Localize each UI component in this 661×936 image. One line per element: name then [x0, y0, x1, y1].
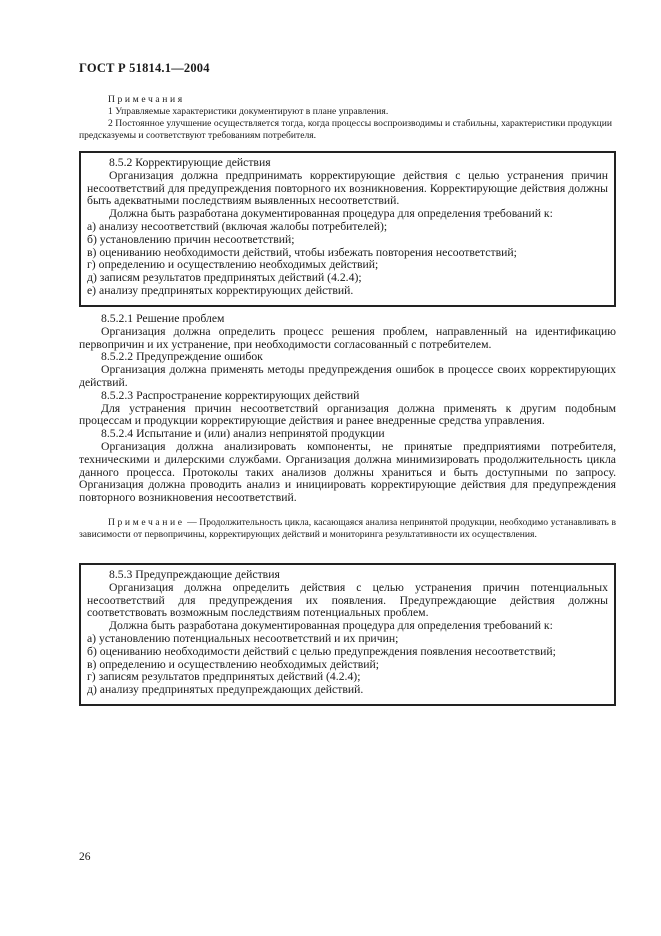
corrective-actions-box	[79, 151, 616, 307]
list-item: е) анализу предпринятых корректирующих действий.	[87, 283, 354, 297]
section-heading: 8.5.3 Предупреждающие действия	[109, 568, 280, 581]
note-label: Примечание	[108, 517, 185, 528]
list-item: б) установлению причин несоответствий;	[87, 232, 295, 246]
paragraph: Должна быть разработана документированная процедура для определения требований к:	[109, 207, 553, 221]
paragraph: Должна быть разработана документированная процедура для определения требований к:	[109, 619, 553, 633]
subsection-heading: 8.5.2.3 Распространение корректирующих действий	[101, 388, 360, 402]
list-item: в) определению и осуществлению необходимых действий;	[87, 657, 379, 671]
paragraph: Организация должна применять методы предупреждения ошибок в процессе своих корректирующих действий.	[79, 363, 616, 389]
paragraph: Для устранения причин несоответствий организация должна применять к другим подобным процессам и продукции корректирующие действия и ранее внедренные средства управления.	[79, 401, 616, 428]
note-text: — Продолжительность цикла, касающаяся анализа непринятой продукции, необходимо устанавливать в зависимости от первопричины, корректирующих действий и мониторинга результативности их осуществления.	[79, 517, 616, 540]
subsection-heading: 8.5.2.4 Испытание и (или) анализ непринятой продукции	[101, 427, 385, 441]
paragraph: Организация должна определить процесс решения проблем, направленный на идентификацию первопричин и их устранение, при необходимости согласованный с потребителем.	[79, 324, 616, 351]
list-item: г) записям результатов предпринятых действий (4.2.4);	[87, 670, 361, 684]
list-item: в) оцениванию необходимости действий, чтобы избежать повторения несоответствий;	[87, 245, 517, 259]
section-heading: 8.5.2 Корректирующие действия	[109, 156, 271, 169]
preventive-actions-box	[79, 563, 616, 706]
subsections	[79, 313, 616, 505]
paragraph: Организация должна анализировать компоненты, не принятые предприятиями потребителя, техническими и дилерскими службами. Организация должна минимизировать продолжительность цикла данного процесса. Протоколы таких анализов должны храниться и быть доступными по запросу. Организация должна проводить анализ и инициировать корректирующие действия для предупреждения повторного возникновения несоответствий.	[79, 439, 616, 505]
subsection-heading: 8.5.2.1 Решение проблем	[101, 312, 225, 325]
note-cycle-time	[79, 517, 616, 541]
note-item: 2 Постоянное улучшение осуществляется тогда, когда процессы воспроизводимы и стабильны, характеристики продукции предсказуемы и соответствуют требованиям потребителя.	[79, 118, 612, 141]
list-item: д) анализу предпринятых предупреждающих действий.	[87, 683, 364, 697]
paragraph: Организация должна предпринимать корректирующие действия с целью устранения причин несоответствий для предупреждения повторного их возникновения. Корректирующие действия должны быть адекватными последствиям выявленных несоответствий.	[87, 168, 608, 208]
subsection-heading: 8.5.2.2 Предупреждение ошибок	[101, 350, 263, 364]
document-header: ГОСТ Р 51814.1—2004	[79, 61, 210, 75]
list-item: г) определению и осуществлению необходимых действий;	[87, 258, 379, 272]
list-item: д) записям результатов предпринятых действий (4.2.4);	[87, 271, 362, 285]
notes-title: Примечания	[108, 94, 185, 105]
list-item: а) установлению потенциальных несоответствий и их причин;	[87, 631, 399, 645]
requirements-list	[87, 221, 608, 298]
page-number: 26	[79, 851, 91, 863]
paragraph: Организация должна определить действия с целью устранения причин потенциальных несоответствий для предупреждения их появления. Предупреждающие действия должны соответствовать возможным последствиям потенциальных проблем.	[87, 580, 608, 620]
list-item: а) анализу несоответствий (включая жалобы потребителей);	[87, 219, 388, 233]
note-item: 1 Управляемые характеристики документируют в плане управления.	[108, 106, 389, 117]
notes-top	[79, 94, 612, 142]
requirements-list	[87, 633, 608, 697]
list-item: б) оцениванию необходимости действий с целью предупреждения появления несоответствий;	[87, 644, 556, 658]
